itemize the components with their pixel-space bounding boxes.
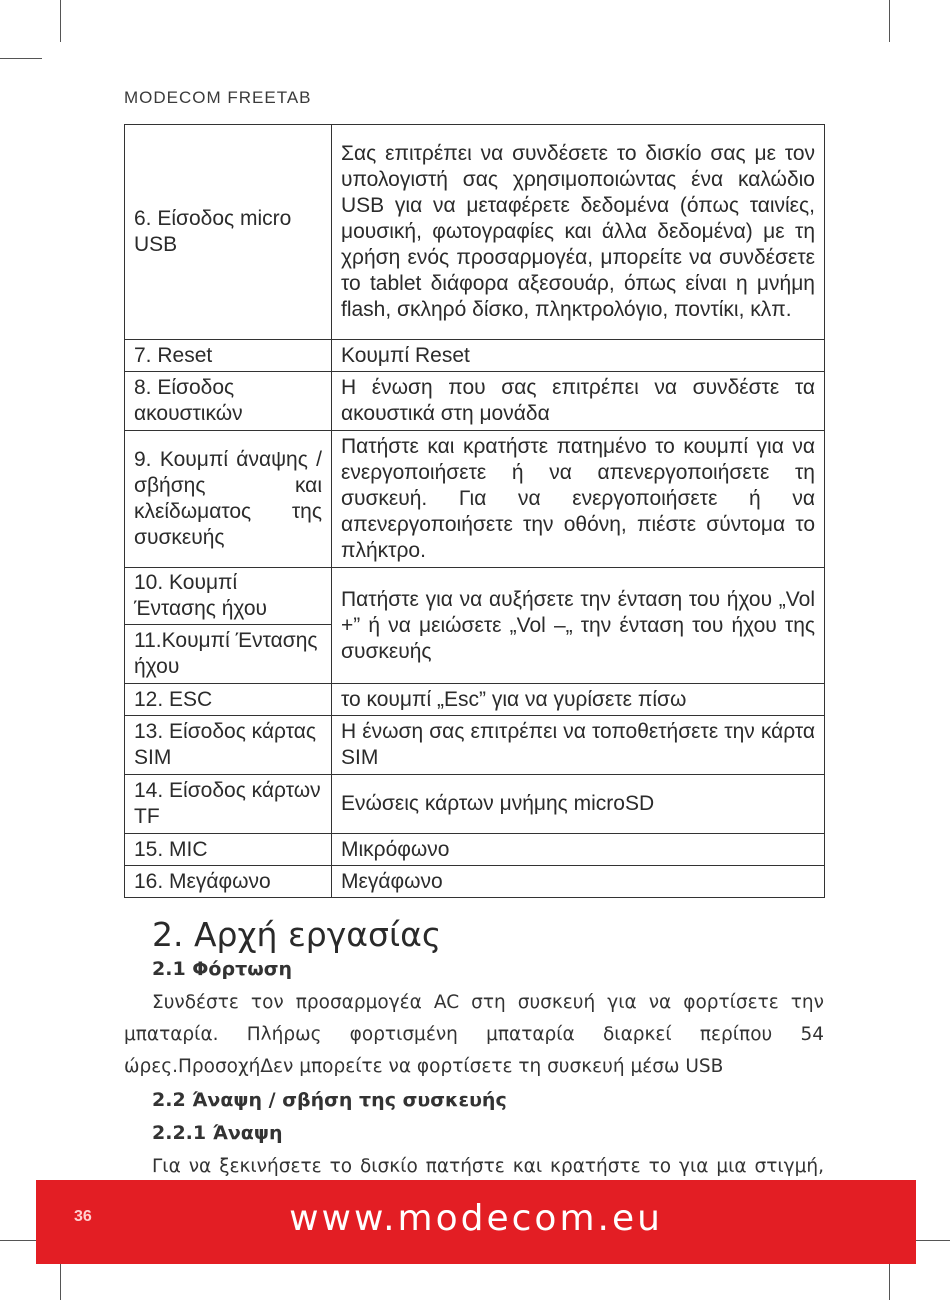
spec-table [124, 124, 825, 898]
table-row [125, 684, 825, 716]
row-label: 6. Είσοδος micro USB [125, 125, 332, 340]
crop-mark [0, 58, 42, 59]
crop-mark [889, 1258, 890, 1300]
table-row [125, 372, 825, 431]
website-url: www.modecom.eu [289, 1198, 663, 1239]
crop-mark [889, 0, 890, 42]
row-label: 11.Κουμπί Έντασης ήχου [125, 625, 332, 684]
section-title: 2. Αρχή εργασίας [152, 915, 442, 954]
subsection-heading: 2.2.1 Άναψη [152, 1122, 283, 1144]
table-row [125, 125, 825, 340]
crop-mark [60, 1258, 61, 1300]
page-header: MODECOM FREETAB [124, 88, 312, 107]
row-description: το κουμπί „Esc” για να γυρίσετε πίσω [332, 684, 825, 716]
subsection-heading: 2.2 Άναψη / σβήση της συσκευής [152, 1089, 507, 1111]
row-label: 13. Είσοδος κάρτας SIM [125, 716, 332, 775]
page-number: 36 [74, 1208, 92, 1225]
row-description: Μεγάφωνο [332, 866, 825, 898]
row-description: Η ένωση σας επιτρέπει να τοποθετήσετε την κάρτα SIM [332, 716, 825, 775]
row-label: 14. Είσοδος κάρτων TF [125, 775, 332, 834]
row-label: 16. Μεγάφωνο [125, 866, 332, 898]
row-description: Κουμπί Reset [332, 340, 825, 372]
table-row [125, 340, 825, 372]
table-row [125, 834, 825, 866]
row-description: Ενώσεις κάρτων μνήμης microSD [332, 775, 825, 834]
row-label: 9. Κουμπί άναψης / σβήσης και κλείδωματος της συσκευής [125, 431, 332, 568]
row-description: Μικρόφωνο [332, 834, 825, 866]
footer-band [36, 1180, 916, 1264]
row-label: 7. Reset [125, 340, 332, 372]
row-label: 10. Κουμπί Έντασης ήχου [125, 568, 332, 625]
row-description: Σας επιτρέπει να συνδέσετε το δισκίο σας με τον υπολογιστή σας χρησιμοποιώντας ένα καλώδιο USB για να μεταφέρετε δεδομένα (όπως ταινίες, μουσική, φωτογραφίες και άλλα δεδομένα) με τη χρήση ενός προσαρμογέα, μπορείτε να συνδέσετε το tablet διάφορα αξεσουάρ, όπως είναι η μνήμη flash, σκληρό δίσκο, πληκτρολόγιο, ποντίκι, κλπ. [332, 125, 825, 340]
row-label: 12. ESC [125, 684, 332, 716]
row-description: Πατήστε για να αυξήσετε την ένταση του ήχου „Vol +” ή να μειώσετε „Vol –„ την ένταση του ήχου της συσκευής [332, 568, 825, 684]
row-description: Η ένωση που σας επιτρέπει να συνδέστε τα ακουστικά στη μονάδα [332, 372, 825, 431]
subsection-heading: 2.1 Φόρτωση [152, 958, 293, 980]
row-label: 15. MIC [125, 834, 332, 866]
row-label: 8. Είσοδος ακουστικών [125, 372, 332, 431]
row-description: Πατήστε και κρατήστε πατημένο το κουμπί για να ενεργοποιήσετε ή να απενεργοποιήσετε τη συσκευή. Για να ενεργοποιήσετε ή να απενεργοποιήσετε την οθόνη, πιέστε σύντομα το πλήκτρο. [332, 431, 825, 568]
table-row [125, 775, 825, 834]
table-row [125, 431, 825, 568]
body-paragraph: Για να ξεκινήσετε το δισκίο πατήστε και κρατήστε το για μια στιγμή, [152, 1156, 824, 1177]
table-row [125, 866, 825, 898]
table-row [125, 716, 825, 775]
body-paragraph: Συνδέστε τον προσαρμογέα AC στη συσκευή για να φορτίσετε την μπαταρία. Πλήρως φορτισμένη μπαταρία διαρκεί περίπου 54 ώρες.ΠροσοχήΔεν μπορείτε να φορτίσετε τη συσκευή μέσω USB [124, 992, 824, 1077]
table-row [125, 568, 825, 625]
crop-mark [60, 0, 61, 42]
